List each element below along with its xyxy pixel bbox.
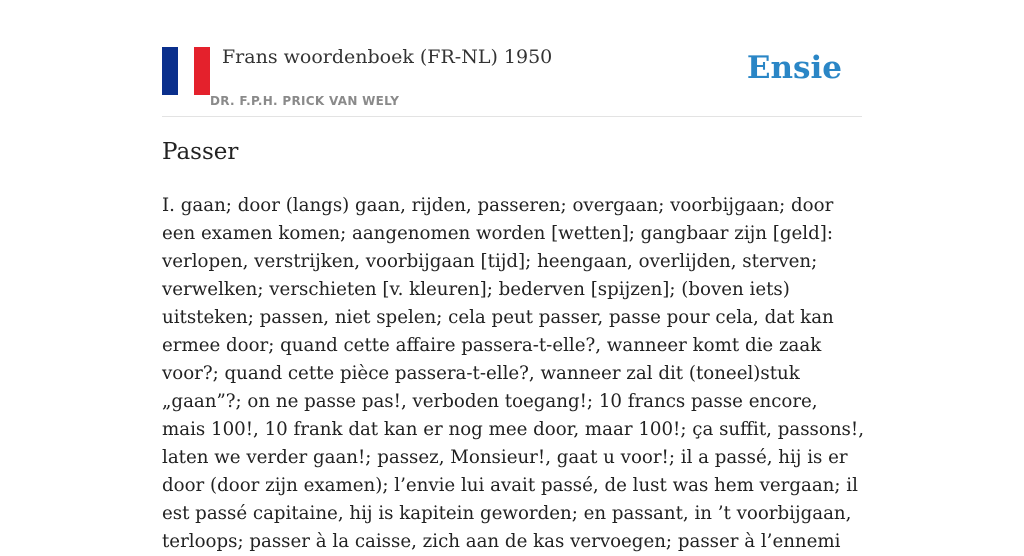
france-flag-icon: [162, 47, 210, 95]
entry-headword: Passer: [162, 139, 239, 165]
ensie-logo-link[interactable]: Ensie: [746, 50, 842, 86]
flag-red-stripe: [194, 47, 210, 95]
entry-definition: I. gaan; door (langs) gaan, rijden, passeren; overgaan; voorbijgaan; door een examen komen; aangenomen worden [wetten]; gangbaar zijn [geld]: verlopen, verstrijken, voorbijgaan [tijd]; heengaan, overlijden, sterven; verwelken; verschieten [v. kleuren]; bederven [spijzen]; (boven iets) uitsteken; passen, niet spelen; cela peut passer, passe pour cela, dat kan ermee door; quand cette affaire passera-t-elle?, wanneer komt die zaak voor?; quand cette pièce passera-t-elle?, wanneer zal dit (toneel)stuk „gaan”?; on ne passe pas!, verboden toegang!; 10 francs passe encore, mais 100!, 10 frank dat kan er nog mee door, maar 100!; ça suffit, passons!, laten we verder gaan!; passez, Monsieur!, gaat u voor!; il a passé, hij is er door (door zijn examen); l’envie lui avait passé, de lust was hem vergaan; il est passé capitaine, hij is kapitein geworden; en passant, in ’t voorbijgaan, terloops; passer à la caisse, zich aan de kas vervoegen; passer à l’ennemi: [162, 195, 864, 552]
flag-blue-stripe: [162, 47, 178, 95]
flag-white-stripe: [178, 47, 194, 95]
dictionary-header: [162, 40, 862, 117]
dictionary-author: DR. F.P.H. PRICK VAN WELY: [210, 94, 400, 108]
dictionary-title[interactable]: Frans woordenboek (FR-NL) 1950: [222, 46, 553, 68]
